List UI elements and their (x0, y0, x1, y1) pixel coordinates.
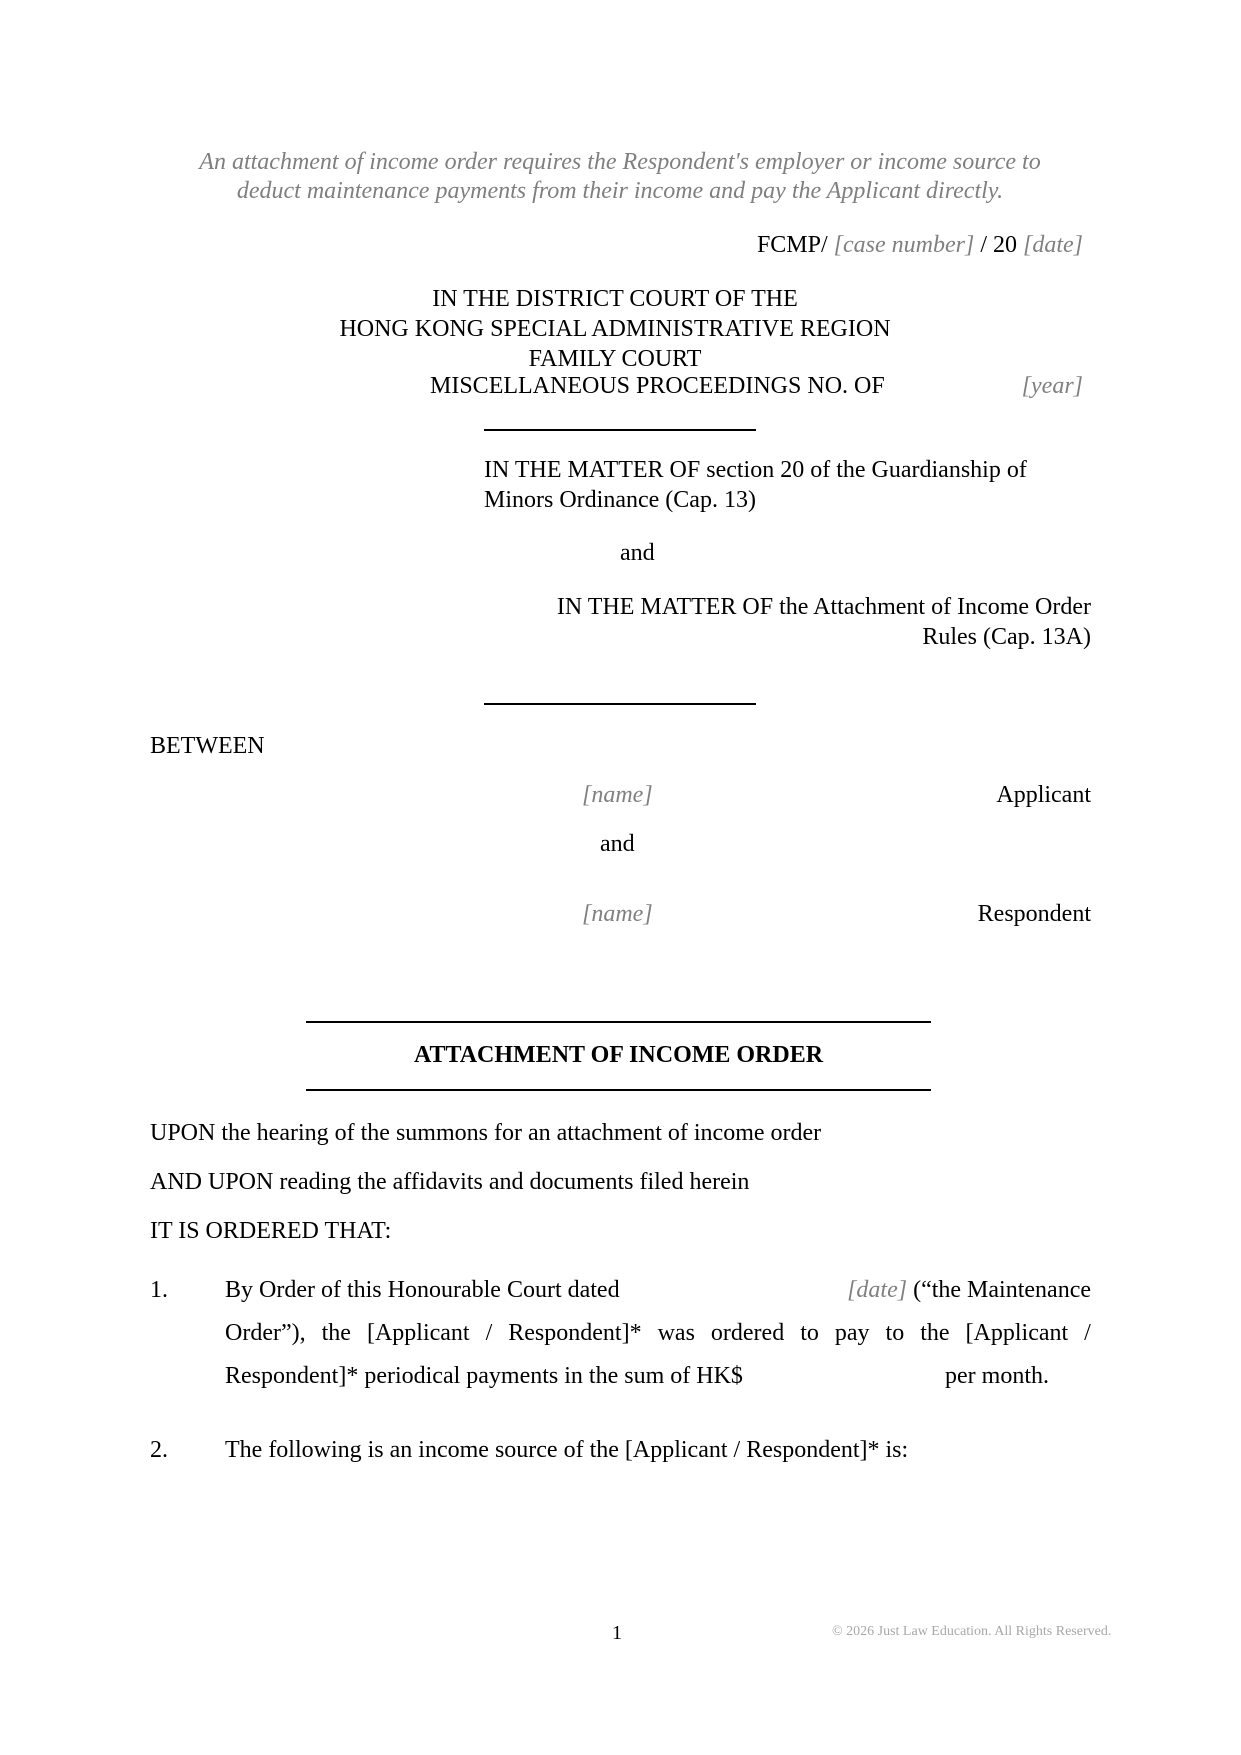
para-1-word: ordered (710, 1320, 785, 1346)
case-prefix: FCMP/ (756, 232, 828, 258)
para-1-word: / (1084, 1320, 1091, 1346)
title-rule-top (306, 1021, 931, 1023)
proceedings-line: MISCELLANEOUS PROCEEDINGS NO. OF (430, 373, 885, 399)
para-1-word: / (485, 1320, 493, 1346)
intro-note (130, 148, 1110, 206)
recital-upon: UPON the hearing of the summons for an attachment of income order (150, 1120, 822, 1146)
order-title: ATTACHMENT OF INCOME ORDER (413, 1042, 824, 1068)
matter-guardianship (484, 455, 1027, 515)
para-1-word: [Applicant (965, 1320, 1069, 1346)
matter-1-line-2: Minors Ordinance (Cap. 13) (484, 487, 756, 513)
matter-attachment-rules (557, 592, 1091, 652)
matter-2-line-2: Rules (Cap. 13A) (922, 624, 1091, 650)
para-1-word: the (321, 1320, 351, 1346)
applicant-name-placeholder: [name] (582, 782, 653, 808)
intro-note-line-2: deduct maintenance payments from their income and pay the Applicant directly. (236, 178, 1004, 204)
court-heading (300, 284, 930, 374)
case-reference (757, 230, 1083, 260)
divider-rule-1 (484, 429, 756, 431)
para-2-number: 2. (150, 1437, 168, 1463)
para-1-text-start: By Order of this Honourable Court dated (225, 1277, 620, 1303)
year-placeholder: [year] (1021, 373, 1083, 399)
applicant-label: Applicant (996, 782, 1091, 808)
case-number-placeholder: [case number] (833, 232, 975, 258)
respondent-label: Respondent (977, 901, 1091, 927)
page-number: 1 (612, 1622, 622, 1644)
matter-2-line-1: IN THE MATTER OF the Attachment of Income Order (556, 594, 1091, 620)
para-1-word: Order”), (225, 1320, 306, 1346)
para-1-word: the (920, 1320, 950, 1346)
respondent-name-placeholder: [name] (582, 901, 653, 927)
para-1-number: 1. (150, 1277, 168, 1303)
para-1-word: was (657, 1320, 695, 1346)
court-line-2: HONG KONG SPECIAL ADMINISTRATIVE REGION (339, 316, 891, 342)
para-1-date-clause (847, 1275, 1091, 1305)
para-1-word: Respondent]* (508, 1320, 642, 1346)
court-line-1: IN THE DISTRICT COURT OF THE (432, 286, 798, 312)
recital-and-upon: AND UPON reading the affidavits and documents filed herein (150, 1169, 750, 1195)
para-1-line-2 (225, 1318, 1091, 1348)
divider-rule-2 (484, 703, 756, 705)
para-2-text: The following is an income source of the [Applicant / Respondent]* is: (225, 1437, 909, 1463)
para-1-line-3-start: Respondent]* periodical payments in the sum of HK$ (225, 1363, 743, 1389)
title-rule-bottom (306, 1089, 931, 1091)
case-year-prefix: / 20 (980, 232, 1017, 258)
para-1-word: to (800, 1320, 819, 1346)
matter-1-line-1: IN THE MATTER OF section 20 of the Guardianship of (484, 457, 1027, 483)
copyright-notice: © 2026 Just Law Education. All Rights Reserved. (832, 1624, 1112, 1639)
matter-conjunction: and (620, 540, 655, 566)
recital-ordered: IT IS ORDERED THAT: (150, 1218, 392, 1244)
para-1-line-3-end: per month. (945, 1363, 1049, 1389)
para-1-word: pay (834, 1320, 870, 1346)
para-1-date-placeholder: [date] (847, 1277, 908, 1303)
case-date-placeholder: [date] (1023, 232, 1083, 258)
para-1-word: to (885, 1320, 905, 1346)
parties-conjunction: and (600, 831, 635, 857)
court-line-3: FAMILY COURT (528, 346, 702, 372)
intro-note-line-1: An attachment of income order requires the Respondent's employer or income source to (199, 149, 1041, 175)
para-1-word: [Applicant (366, 1320, 470, 1346)
para-1-text-end: (“the Maintenance (913, 1277, 1091, 1303)
between-label: BETWEEN (150, 733, 265, 759)
